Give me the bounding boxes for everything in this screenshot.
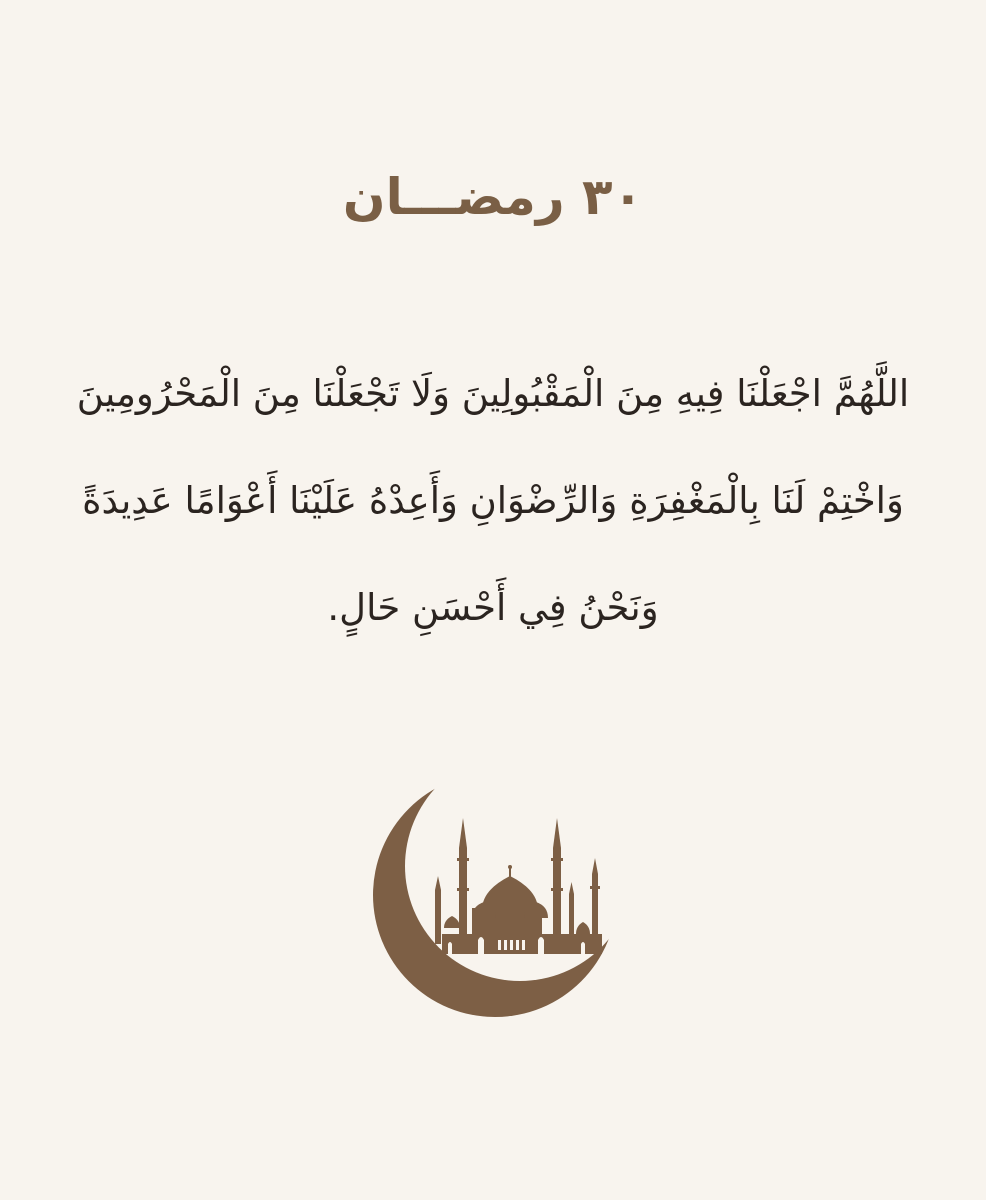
emblem-shapes — [373, 773, 617, 1017]
minaret-left — [459, 848, 467, 944]
dua-line-1: اللَّهُمَّ اجْعَلْنَا فِيهِ مِنَ الْمَقْبُولِينَ وَلَا تَجْعَلْنَا مِنَ الْمَحْرُومِينَ — [76, 372, 910, 415]
page-title: ٣٠ رمضـــان — [342, 168, 644, 226]
dua-text — [60, 340, 926, 661]
dua-line-2: وَاخْتِمْ لَنَا بِالْمَغْفِرَةِ وَالرِّضْوَانِ وَأَعِدْهُ عَلَيْنَا أَعْوَامًا عَدِيدَةً — [82, 479, 904, 522]
dua-line-3: وَنَحْنُ فِي أَحْسَنِ حَالٍ. — [327, 586, 659, 629]
minaret-right — [553, 848, 561, 944]
crescent-mosque-icon — [360, 758, 630, 1028]
